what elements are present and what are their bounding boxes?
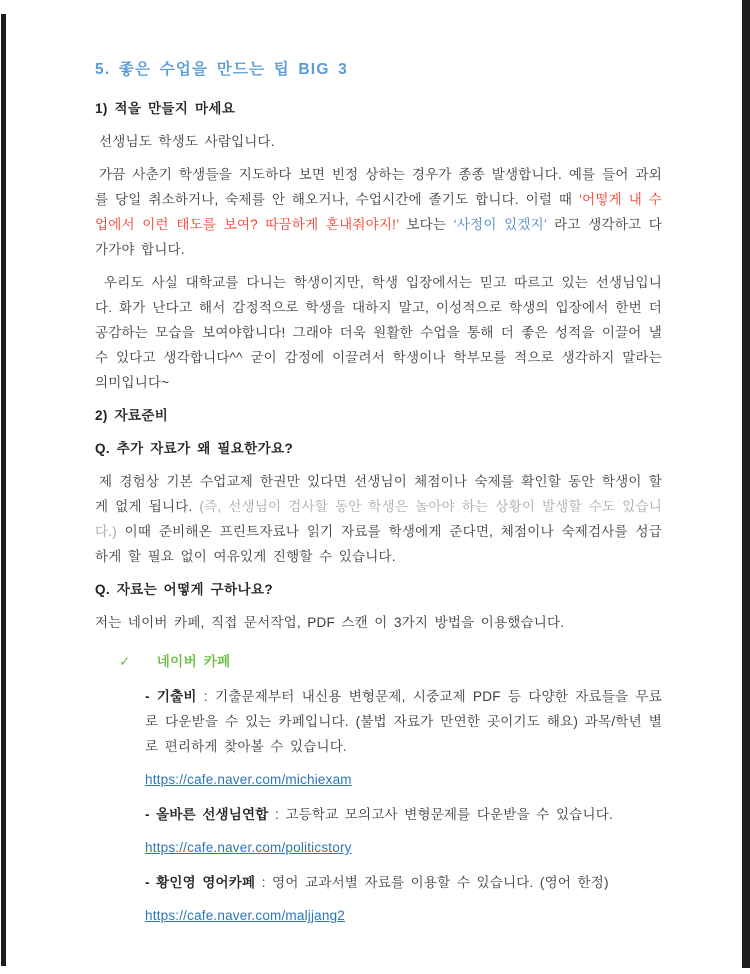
viewer-edge-right [742,0,750,968]
cafe-description: : 영어 교과서별 자료를 이용할 수 있습니다. (영어 한정) [255,875,609,890]
cafe-link-3[interactable]: https://cafe.naver.com/maljjang2 [145,908,346,923]
paragraph-text: 제 경험상 기본 수업교제 한권만 있다면 선생님이 체점이나 숙제를 확인할 동안 학생이 할 게 없게 됩니다. [95,474,662,514]
tip1-title: 1) 적을 만들지 마세요 [95,101,236,116]
check-bullet-label: 네이버 카페 [156,654,231,669]
viewer-edge-left [1,14,6,966]
cafe-item-3 [145,870,662,895]
question-1: Q. 추가 자료가 왜 필요한가요? [95,441,294,456]
cafe-link-2[interactable]: https://cafe.naver.com/politicstory [145,840,352,855]
gray-parenthetical: (즉, 선생님이 검사할 동안 학생은 놀아야 하는 상황이 발생할 수도 있습니다.) [95,499,662,539]
check-icon: ✓ [119,654,131,669]
tip1-intro: 선생님도 학생도 사람입니다. [99,134,275,149]
blue-quote: ‘사정이 있겠지’ [453,217,547,232]
cafe-name: - 황인영 영어카페 [145,875,256,890]
tip2-title: 2) 자료준비 [95,408,169,423]
cafe-link-line-3 [145,903,662,928]
red-quote: ‘어떻게 내 수업에서 이런 태도를 보여? 따끔하게 혼내줘야지!’ [95,192,662,232]
question-2: Q. 자료는 어떻게 구하나요? [95,582,274,597]
tip1-paragraph-2: 우리도 사실 대학교를 다니는 학생이지만, 학생 입장에서는 믿고 따르고 있는 선생님입니다. 화가 난다고 해서 감정적으로 학생을 대하지 말고, 이성적으로 학생의 입장에서 한번 더 공감하는 모습을 보여야합니다! 그래야 더욱 원활한 수업을 통해 더 좋은 성적을 이끌어 낼 수 있다고 생각합니다^^ 굳이 감정에 이끌려서 학생이나 학부모를 적으로 생각하지 말라는 의미입니다~ [95,275,662,390]
cafe-item-2 [145,802,662,827]
answer-1 [95,469,662,569]
cafe-item-1 [145,684,662,759]
section-heading: 5. 좋은 수업을 만드는 팁 BIG 3 [95,61,348,78]
cafe-link-1[interactable]: https://cafe.naver.com/michiexam [145,772,352,787]
cafe-description: : 기출문제부터 내신용 변형문제, 시중교제 PDF 등 다양한 자료들을 무료로 다운받을 수 있는 카페입니다. (불법 자료가 만연한 곳이기도 해요) 과목/학년 별로 편리하게 찾아볼 수 있습니다. [145,689,662,754]
cafe-description: : 고등학교 모의고사 변형문제를 다운받을 수 있습니다. [268,807,613,822]
tip1-paragraph-1 [95,162,662,262]
cafe-name: - 올바른 선생님연합 [145,807,269,822]
paragraph-text: 라고 생각하고 다가가야 합니다. [95,217,662,257]
cafe-name: - 기출비 [145,689,197,704]
cafe-link-line-2 [145,835,662,860]
check-bullet-naver-cafe [119,649,662,674]
paragraph-text: 이때 준비해온 프린트자료나 읽기 자료를 학생에게 준다면, 체점이나 숙제검사를 성급하게 할 필요 없이 여유있게 진행할 수 있습니다. [95,524,662,564]
cafe-link-line-1 [145,767,662,792]
paragraph-text: 가끔 사춘기 학생들을 지도하다 보면 빈정 상하는 경우가 종종 발생합니다. 예를 들어 과외를 당일 취소하거나, 숙제를 안 해오거나, 수업시간에 졸기도 합니다. 이럴 때 [95,167,662,207]
paragraph-text: 보다는 [399,217,454,232]
answer-2: 저는 네이버 카페, 직접 문서작업, PDF 스캔 이 3가지 방법을 이용했습니다. [95,615,565,630]
